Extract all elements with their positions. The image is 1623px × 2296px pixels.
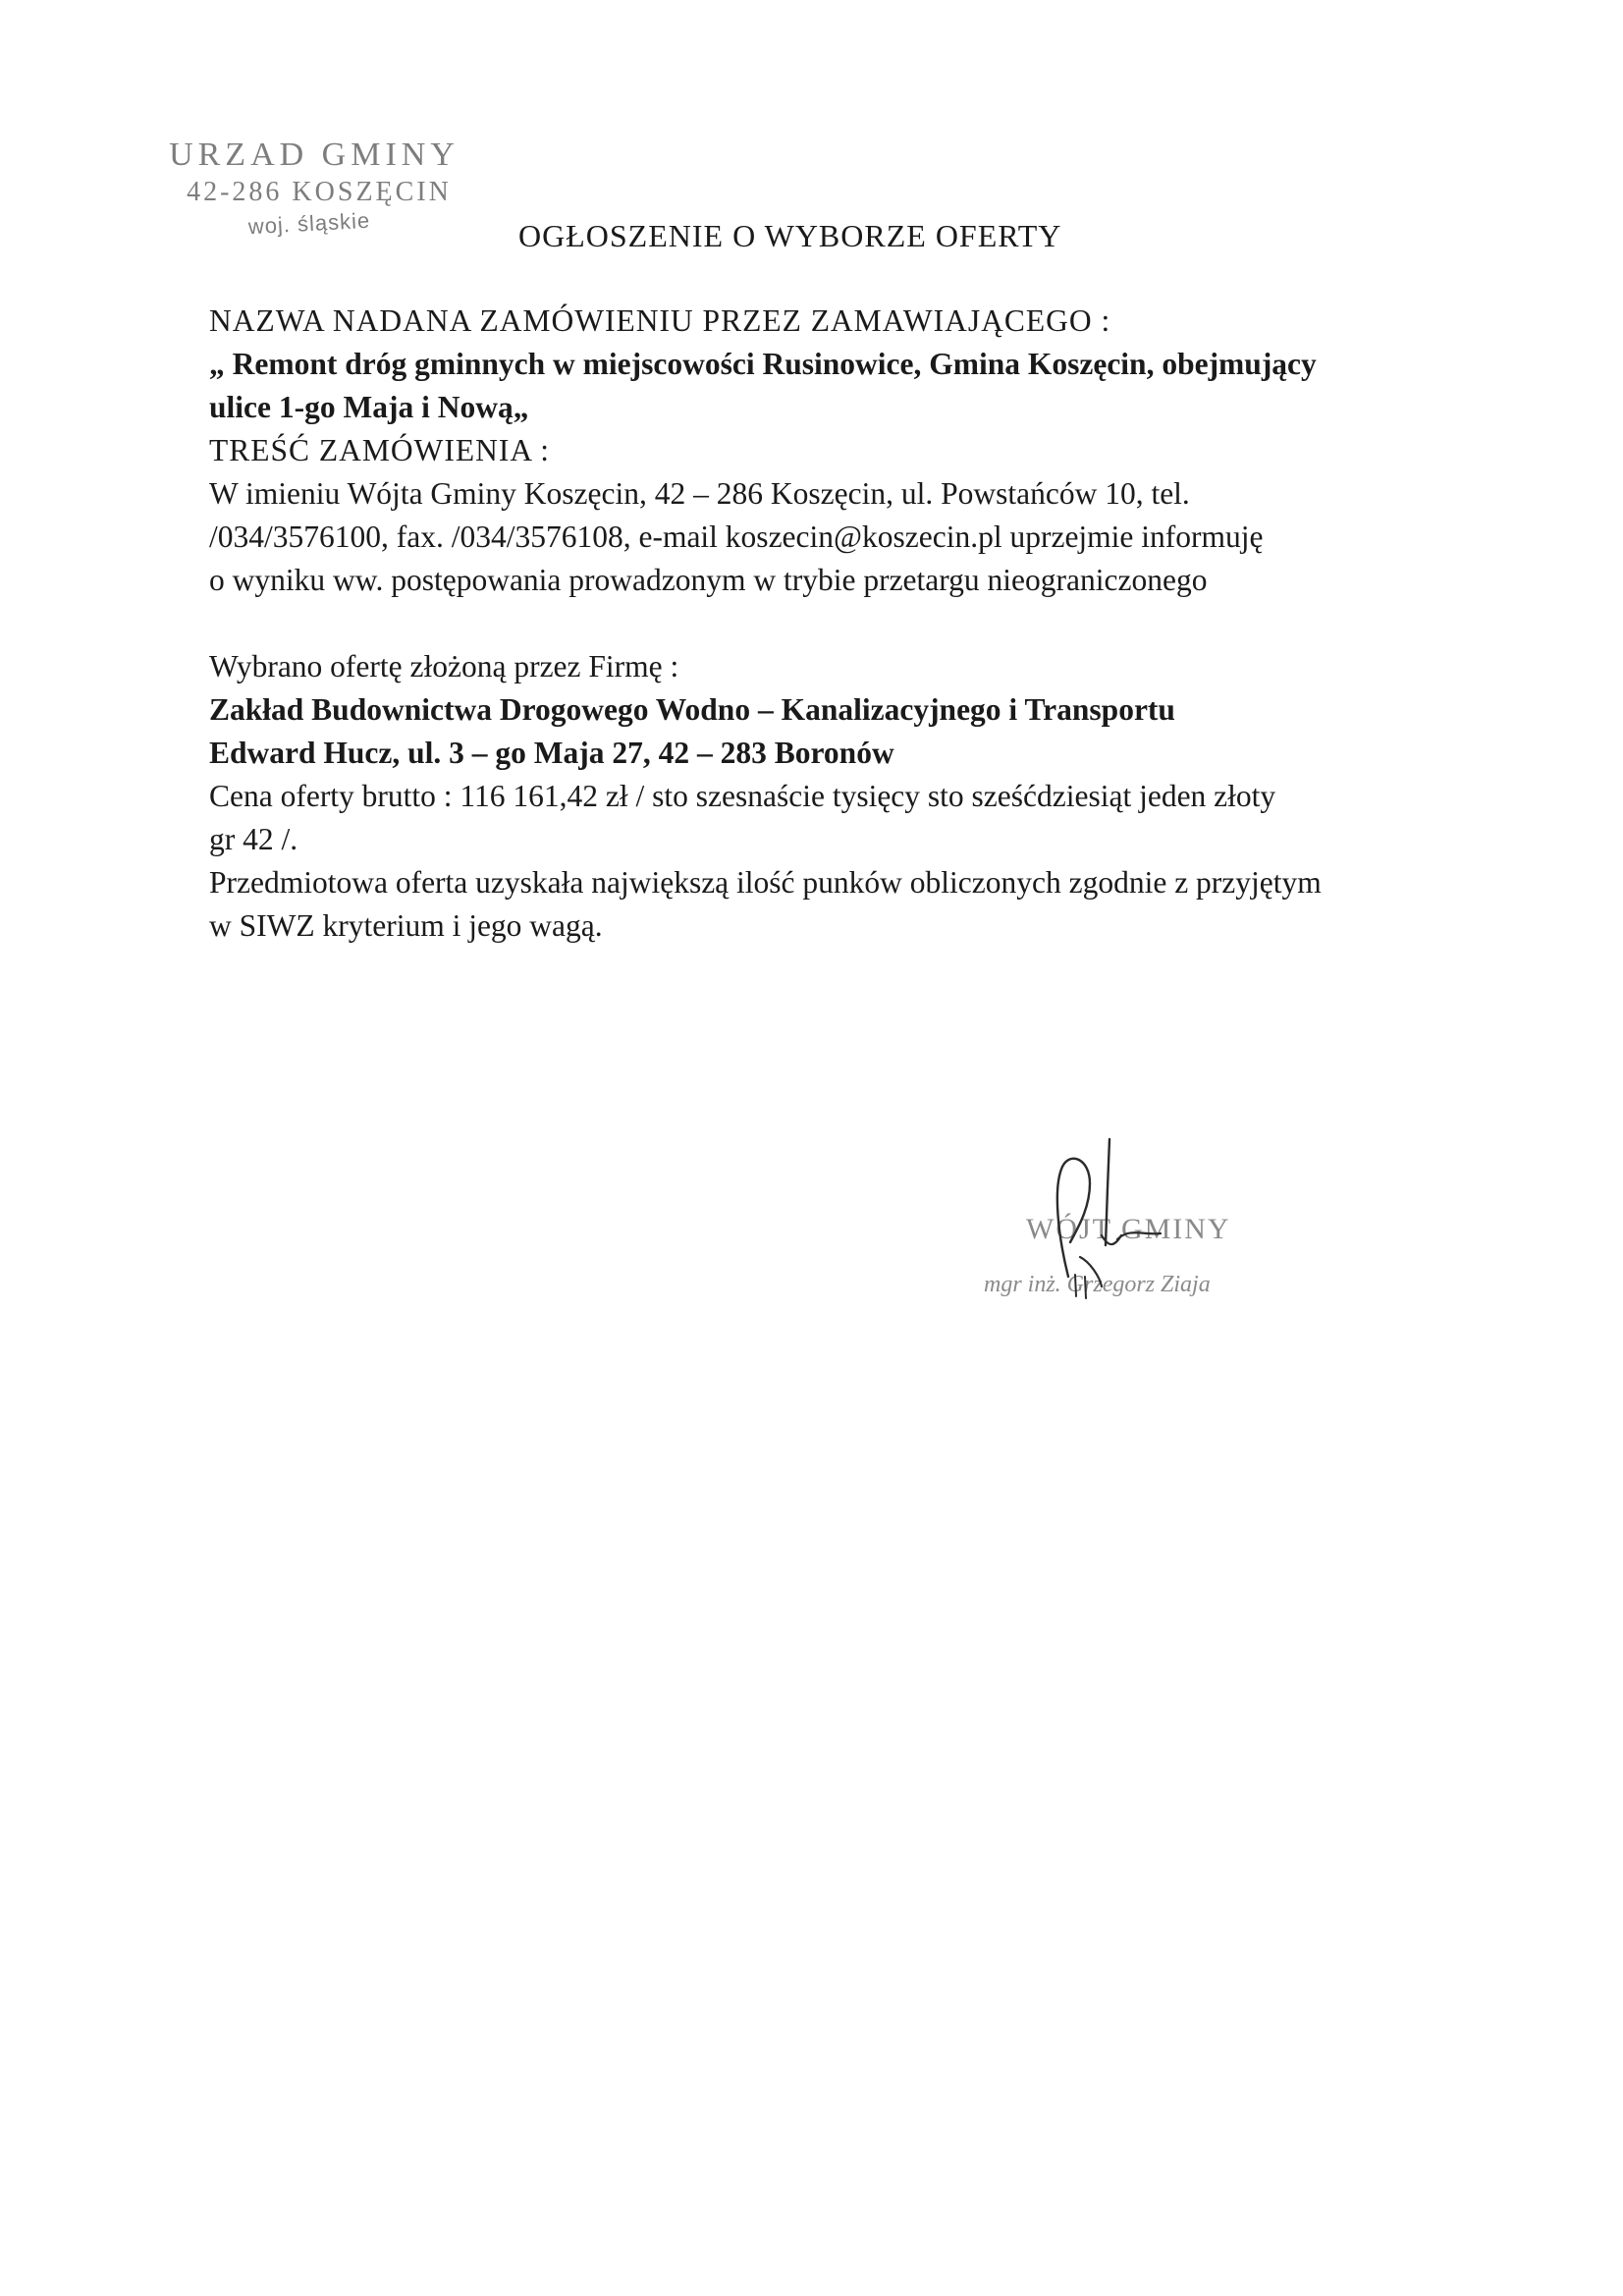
order-name-line-2: ulice 1-go Maja i Nową„: [209, 390, 529, 424]
selected-company-line-2: Edward Hucz, ul. 3 – go Maja 27, 42 – 283 Boronów: [209, 736, 894, 770]
order-name-label: NAZWA NADANA ZAMÓWIENIU PRZEZ ZAMAWIAJĄCEGO :: [209, 303, 1111, 338]
justification-line-2: w SIWZ kryterium i jego wagą.: [209, 908, 603, 943]
stamp-office-name: URZAD GMINY: [169, 137, 460, 173]
page-title: OGŁOSZENIE O WYBORZE OFERTY: [518, 218, 1062, 253]
justification-line-1: Przedmiotowa oferta uzyskała największą ilość punków obliczonych zgodnie z przyjętym: [209, 865, 1322, 900]
signature-title-stamp: WÓJT GMINY: [1026, 1213, 1231, 1245]
office-stamp: [157, 136, 471, 238]
handwritten-signature: [943, 1129, 1355, 1326]
offer-price-line-1: Cena oferty brutto : 116 161,42 zł / sto szesnaście tysięcy sto sześćdziesiąt jeden złoty: [209, 779, 1276, 813]
order-content-label: TREŚĆ ZAMÓWIENIA :: [209, 433, 550, 467]
signatory-name-stamp: mgr inż. Grzegorz Ziaja: [984, 1272, 1211, 1297]
offer-price-line-2: gr 42 /.: [209, 822, 298, 856]
selected-company-line-1: Zakład Budownictwa Drogowego Wodno – Kanalizacyjnego i Transportu: [209, 692, 1175, 727]
selection-intro: Wybrano ofertę złożoną przez Firmę :: [209, 649, 679, 683]
signature-block: [943, 1129, 1355, 1326]
announcement-body: [209, 300, 1584, 948]
stamp-region: woj. śląskie: [247, 207, 371, 240]
paragraph-gap: [209, 602, 1584, 645]
stamp-address: 42-286 KOSZĘCIN: [187, 177, 452, 207]
order-content-line-1: W imieniu Wójta Gminy Koszęcin, 42 – 286 Koszęcin, ul. Powstańców 10, tel.: [209, 476, 1190, 511]
order-name-line-1: „ Remont dróg gminnych w miejscowości Rusinowice, Gmina Koszęcin, obejmujący: [209, 347, 1317, 381]
order-content-line-2: /034/3576100, fax. /034/3576108, e-mail koszecin@koszecin.pl uprzejmie informuję: [209, 519, 1264, 554]
order-content-line-3: o wyniku ww. postępowania prowadzonym w trybie przetargu nieograniczonego: [209, 563, 1208, 597]
